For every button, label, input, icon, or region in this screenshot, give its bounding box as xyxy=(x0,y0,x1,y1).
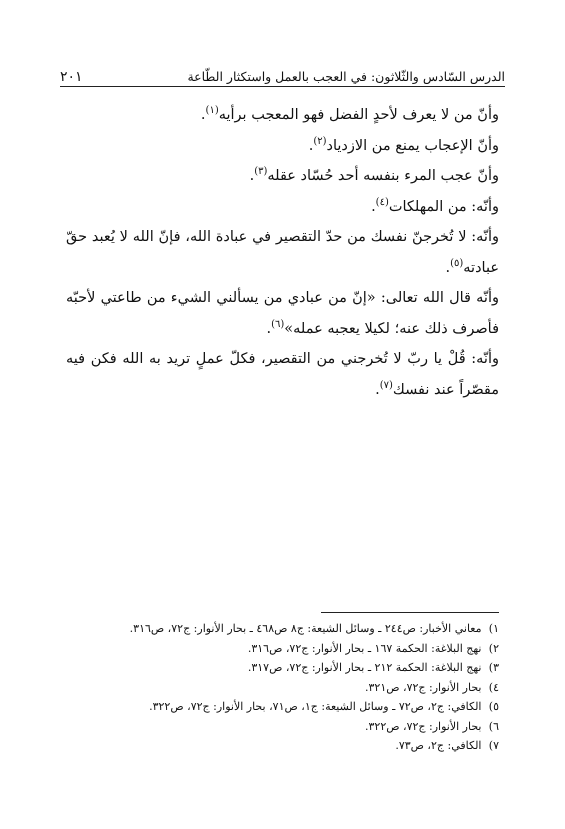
footnote: ٣) نهج البلاغة: الحكمة ٢١٢ ـ بحار الأنوار: ج٧٢، ص٣١٧. xyxy=(66,658,499,678)
footnote-reference: (٦) xyxy=(271,318,285,330)
footnote-number: ٧) xyxy=(488,739,499,752)
footnote: ٦) بحار الأنوار: ج٧٢، ص٣٢٢. xyxy=(66,717,499,737)
header-divider xyxy=(60,86,505,87)
main-text xyxy=(66,100,499,405)
footnotes xyxy=(66,619,499,756)
paragraph: وأنّه قال الله تعالى: «إنّ من عبادي من يسألني الشيء من طاعتي لأحبّه فأصرف ذلك عنه؛ لكيلا يعجبه عمله»$^{(٦)}$. xyxy=(66,290,499,337)
footnote: ١) معاني الأخبار: ص٢٤٤ ـ وسائل الشيعة: ج٨ ص٤٦٨ ـ بحار الأنوار: ج٧٢، ص٣١٦. xyxy=(66,619,499,639)
footnote-number: ١) xyxy=(488,622,499,635)
chapter-title: الدرس السّادس والثّلاثون: في العجب بالعمل واستكثار الطّاعة xyxy=(187,69,505,84)
footnote: ٤) بحار الأنوار: ج٧٢، ص٣٢١. xyxy=(66,678,499,698)
running-header xyxy=(60,62,505,86)
paragraph: وأنّ عجب المرء بنفسه أحد حُسّاد عقله$^{(٣)}$. xyxy=(249,166,499,184)
paragraph: وأنّ من لا يعرف لأحدٍ الفضل فهو المعجب برأيه$^{(١)}$. xyxy=(200,105,499,123)
paragraph: وأنّ الإعجاب يمنع من الازدياد$^{(٢)}$. xyxy=(308,135,499,154)
footnote-reference: (٢) xyxy=(313,135,327,147)
footnote-number: ٥) xyxy=(488,700,499,713)
footnote-reference: (٥) xyxy=(450,257,464,269)
paragraph: وأنّه: لا تُخرجنّ نفسك من حدّ التقصير في عبادة الله، فإنّ الله لا يُعبد حقّ عبادته$^{(٥)}$. xyxy=(66,229,499,276)
footnote-reference: (٤) xyxy=(375,196,389,208)
footnote-divider xyxy=(321,612,499,613)
footnote-number: ٢) xyxy=(488,641,499,655)
footnote: ٧) الكافي: ج٢، ص٧٣. xyxy=(66,736,499,756)
footnote-reference: (٧) xyxy=(379,379,393,391)
footnote-reference: (١) xyxy=(205,105,219,117)
footnote-number: ٦) xyxy=(488,719,499,733)
footnote-number: ٤) xyxy=(488,680,499,694)
footnote: ٢) نهج البلاغة: الحكمة ١٦٧ ـ بحار الأنوار: ج٧٢، ص٣١٦. xyxy=(66,639,499,659)
paragraph: وأنّه: من المهلكات$^{(٤)}$. xyxy=(371,196,499,215)
page-number: ٢٠١ xyxy=(60,69,83,85)
footnote-number: ٣) xyxy=(488,661,499,674)
paragraph: وأنّه: قُلْ يا ربّ لا تُخرجني من التقصير، فكلّ عملٍ تريد به الله فكن فيه مقصّراً عند نفسك$^{(٧)}$. xyxy=(66,351,499,398)
footnote-reference: (٣) xyxy=(254,166,268,178)
footnote: ٥) الكافي: ج٢، ص٧٢ ـ وسائل الشيعة: ج١، ص٧١، بحار الأنوار: ج٧٢، ص٣٢٢. xyxy=(66,697,499,717)
